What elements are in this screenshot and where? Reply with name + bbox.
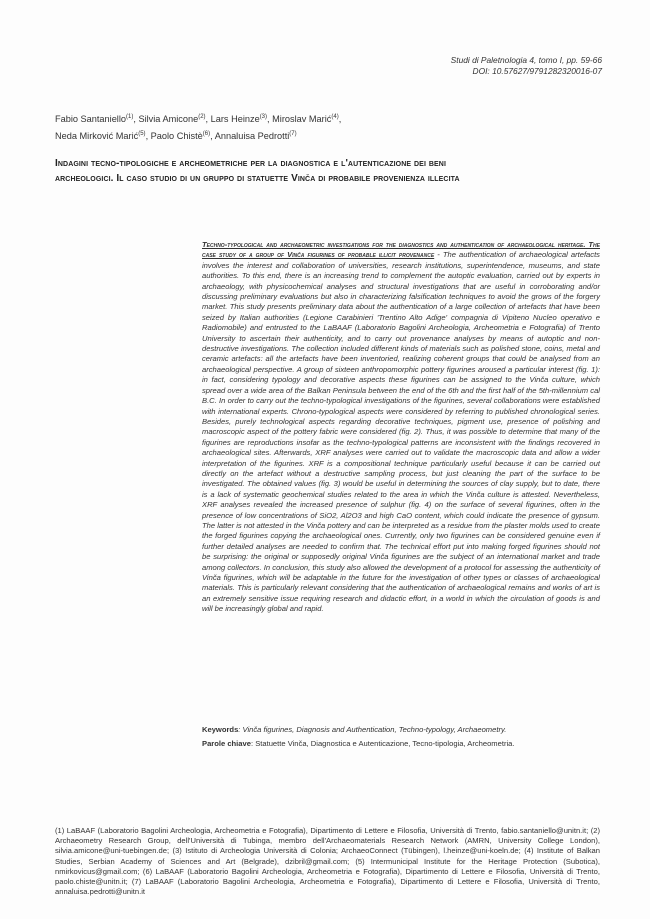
keywords-text: : Vinča figurines, Diagnosis and Authentication, Techno-typology, Archaeometry. [238, 725, 507, 734]
abstract-title: Techno-typological and archaeometric investigations for the diagnostics and authentication of archaeological heritage. The case study of a group of Vinča figurines of probable illicit provenance [202, 240, 600, 260]
author-separator: , [338, 114, 342, 125]
author-name: Annaluisa Pedrotti [214, 131, 290, 142]
affiliations-footnote: (1) LaBAAF (Laboratorio Bagolini Archeologia, Archeometria e Fotografia), Dipartimento di Lettere e Filosofia, Università di Trento, fabio.santaniello@unitn.it; (2) Archaeometry Research Group, dell'Università di Tubinga, membro dell'Archaeomaterials Research Network (AMRN, University College London), silvia.amicone@uni-tuebingen.de; (3) Istituto di Archeologia Università di Colonia; ArchaeoConnect (Tübingen), l.heinze@uni-koeln.de; (4) Institute of Balkan Studies, Serbian Academy of Sciences and Art (Belgrade), dzibril@gmail.com; (5) Intermunicipal Institute for the Heritage Protection (Subotica), nmirkovicus@gmail.com; (6) LaBAAF (Laboratorio Bagolini Archeologia, Archeometria e Fotografia), Dipartimento di Lettere e Filosofia, Università di Trento, paolo.chiste@unitn.it; (7) LaBAAF (Laboratorio Bagolini Archeologia, Archeometria e Fotografia), Dipartimento di Lettere e Filosofia, Università di Trento, annaluisa.pedrotti@unitn.it [55, 826, 600, 897]
keywords [202, 724, 600, 735]
author-separator: , [210, 131, 215, 142]
author-list [55, 110, 595, 144]
journal-doi: DOI: 10.57627/9791282320016-07 [472, 66, 602, 76]
author-name: Neda Mirković Marić [55, 131, 139, 142]
journal-header [451, 55, 602, 77]
abstract-body: The authentication of archaeological artefacts involves the interest and collaboration of universities, research institutions, superintendence, museums, and state authorities. To this end, there is an increasing trend to complement the autoptic evaluation, carried out by experts in archaeology, with physicochemical analyses and structural investigations that are useful in corroborating and/or discussing preliminary evaluations but also in characterizing falsification techniques to avoid the grows of the forgery market. This study presents preliminary data about the authentication of a large collection of artefacts that have been seized by Italian authorities (Legione Carabinieri 'Trentino Alto Adige' compagnia di Vipiteno Nucleo operativo e Radiomobile) and entrusted to the LaBAAF (Laboratorio Bagolini Archeologia, Archeometria e Fotografia) of Trento University to ascertain their authenticity, and to carry out provenance analyses by means of autoptic and non-destructive investigations. The collection included different kinds of materials such as polished stone, coins, metal and ceramic artefacts: all the artefacts have been inventoried, realizing coherent groups that could be analysed from an archaeological perspective. A group of sixteen anthropomorphic pottery figurines aroused a particular interest (fig. 1): in fact, considering typology and decorative aspects these figurines can be assigned to the Vinča culture, which spread over a wide area of the Balkan Peninsula between the end of the 6th and the first half of the 5th-millennium cal B.C. In order to carry out the techno-typological investigations of the figurines, several collaborations were established with international experts. Chrono-typological aspects were considered by referring to published chronological series. Besides, purely technological aspects regarding decorative techniques, pigment use, presence of polishing and macroscopic aspect of the pottery fabric were considered (fig. 2). Thus, it was possible to determine that many of the figurines are reproductions insofar as the techno-typological patterns are inconsistent with the findings recovered in archaeological sites. Afterwards, XRF analyses were carried out to validate the macroscopic data and allow a wider interpretation of the figurines. XRF is a compositional technique particularly useful because it can be carried out directly on the artefact without a destructive sampling process, but just cleaning the part of the surface to be investigated. The obtained values (fig. 3) would be useful in determining the sources of clay supply, but to date, there is a lack of systematic geochemical studies related to the area in which the Vinča culture is attested. Nevertheless, XRF analyses revealed the increased presence of sulphur (fig. 4) on the surface of several figurines, often in the presence of low concentrations of SiO2, Al2O3 and high CaO content, which could indicate the presence of gypsum. The latter is not attested in the Vinča pottery and can be interpreted as a residue from the plaster molds used to create the forged figurines copying the archaeological ones. Currently, only two figurines can be considered genuine even if further detailed analyses are needed to confirm that. The technical effort put into making forged figurines should not be surprising: the original or supposedly original Vinča figurines are the subject of an international market and trade among collectors. In conclusion, this study also allowed the development of a protocol for assessing the authenticity of Vinča figurines, which will be adaptable in the future for the investigation of other types or classes of archaeological materials. This is particularly relevant considering that the authentication of archaeological remains and works of art is an extremely sensitive issue requiring research and didactic effort, in a world in which the circulation of goods is and will be increasingly global and rapid. [202, 250, 600, 614]
author-name: Fabio Santaniello [55, 114, 126, 125]
abstract-title-suffix: - [434, 250, 440, 260]
author-name: Lars Heinze [210, 114, 260, 125]
parole-chiave-text: : Statuette Vinča, Diagnostica e Autenticazione, Tecno-tipologia, Archeometria. [250, 739, 515, 748]
parole-chiave [202, 738, 600, 749]
author-affiliation-mark: (5) [138, 131, 146, 138]
author-affiliation-mark: (3) [259, 114, 268, 120]
author-separator: , [267, 114, 273, 125]
author-name: Paolo Chistè [150, 131, 203, 142]
author-affiliation-mark: (4) [331, 114, 339, 120]
paper-title: Indagini tecno-tipologiche e archeometriche per la diagnostica e l'autenticazione dei beni archeologici. Il caso studio di un gruppo di statuette Vinča di probabile provenienza illecita [55, 158, 460, 184]
author-affiliation-mark: (7) [289, 131, 297, 138]
keywords-label: Keywords [202, 725, 239, 734]
author-separator: , [133, 114, 139, 125]
author-name: Miroslav Marić [272, 114, 332, 125]
parole-chiave-label: Parole chiave [202, 739, 251, 748]
author-affiliation-mark: (1) [126, 114, 134, 120]
author-name: Silvia Amicone [138, 114, 199, 125]
author-affiliation-mark: (2) [198, 114, 206, 120]
author-separator: , [205, 114, 211, 125]
journal-citation: Studi di Paletnologia 4, tomo I, pp. 59-66 [450, 55, 602, 65]
author-separator: , [145, 131, 151, 142]
abstract [202, 240, 600, 615]
author-affiliation-mark: (6) [202, 131, 211, 138]
